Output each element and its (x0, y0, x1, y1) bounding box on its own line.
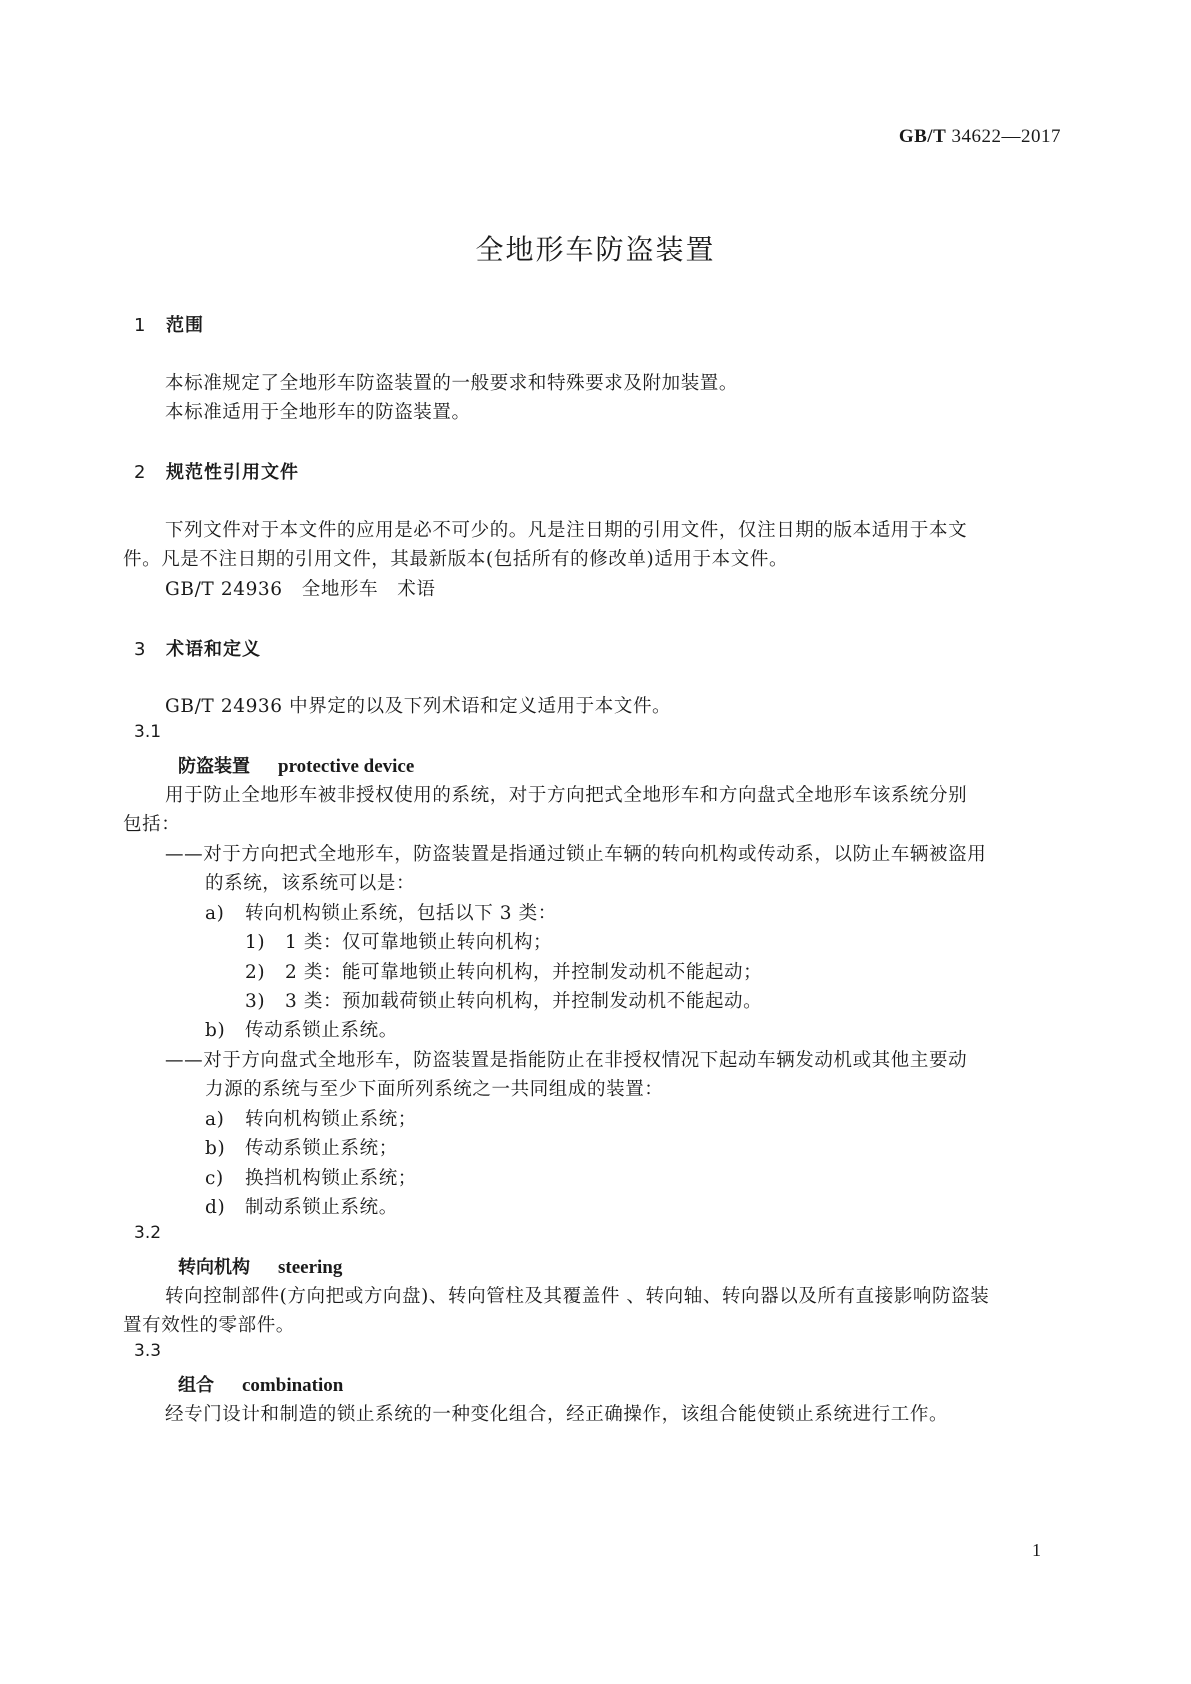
paragraph: GB/T 24936 中界定的以及下列术语和定义适用于本文件。 (165, 696, 672, 717)
reference-title: 全地形车 术语 (301, 579, 436, 600)
section-title: 术语和定义 (166, 639, 261, 660)
list-marker: b) (205, 1020, 226, 1041)
list-item (205, 1164, 417, 1190)
list-item (205, 1105, 417, 1131)
dash-item: ——对于方向盘式全地形车，防盗装置是指能防止在非授权情况下起动车辆发动机或其他主要动 (165, 1050, 968, 1071)
list-text: 传动系锁止系统。 (245, 1020, 398, 1041)
paragraph-continuation: 件。凡是不注日期的引用文件，其最新版本(包括所有的修改单)适用于本文件。 (123, 549, 789, 570)
list-text: 转向机构锁止系统，包括以下 3 类： (245, 903, 557, 924)
term-number: 3.1 (134, 722, 162, 742)
definition: 转向控制部件(方向把或方向盘)、转向管柱及其覆盖件 、转向轴、转向器以及所有直接影响防盗装 (165, 1286, 990, 1307)
term-zh: 组合 (178, 1375, 214, 1396)
document-title: 全地形车防盗装置 (475, 233, 716, 266)
paragraph: 下列文件对于本文件的应用是必不可少的。凡是注日期的引用文件，仅注日期的版本适用于本文 (165, 520, 968, 541)
section-title: 规范性引用文件 (166, 462, 299, 483)
term-en: steering (278, 1257, 343, 1278)
list-text: 转向机构锁止系统； (245, 1109, 417, 1130)
list-item (205, 1016, 398, 1042)
list-marker: 1) (245, 932, 266, 953)
list-text: 2 类：能可靠地锁止转向机构，并控制发动机不能起动； (285, 962, 763, 983)
term-en: protective device (278, 756, 415, 777)
definition: 经专门设计和制造的锁止系统的一种变化组合，经正确操作，该组合能使锁止系统进行工作。 (165, 1404, 949, 1425)
term-number: 3.2 (134, 1223, 162, 1243)
term-number: 3.3 (134, 1341, 162, 1361)
reference-code: GB/T 24936 (165, 579, 283, 600)
term-heading (178, 1253, 342, 1279)
paragraph: 本标准适用于全地形车的防盗装置。 (165, 402, 471, 423)
list-text: 传动系锁止系统； (245, 1138, 398, 1159)
dash-item-continuation: 力源的系统与至少下面所列系统之一共同组成的装置： (205, 1079, 664, 1100)
term-zh: 转向机构 (178, 1257, 250, 1278)
list-item (205, 1134, 398, 1160)
list-item (205, 899, 557, 925)
dash-item-continuation: 的系统，该系统可以是： (205, 873, 416, 894)
term-heading (178, 752, 414, 778)
section-3-heading (134, 635, 261, 661)
term-zh: 防盗装置 (178, 756, 250, 777)
list-marker: 2) (245, 962, 266, 983)
list-item (245, 987, 762, 1013)
list-text: 换挡机构锁止系统； (245, 1168, 417, 1189)
definition: 用于防止全地形车被非授权使用的系统，对于方向把式全地形车和方向盘式全地形车该系统分别 (165, 785, 968, 806)
section-number: 1 (134, 315, 147, 336)
list-marker: c) (205, 1168, 224, 1189)
list-marker: a) (205, 1109, 225, 1130)
section-2-heading (134, 458, 299, 484)
dash-item: ——对于方向把式全地形车，防盗装置是指通过锁止车辆的转向机构或传动系，以防止车辆被盗用 (165, 844, 987, 865)
section-title: 范围 (166, 315, 204, 336)
term-heading (178, 1371, 343, 1397)
list-marker: a) (205, 903, 225, 924)
normative-reference (165, 575, 436, 601)
section-number: 2 (134, 462, 147, 483)
list-item (205, 1193, 398, 1219)
list-marker: b) (205, 1138, 226, 1159)
page-number: 1 (1032, 1540, 1041, 1560)
definition-continuation: 置有效性的零部件。 (123, 1315, 295, 1336)
paragraph: 本标准规定了全地形车防盗装置的一般要求和特殊要求及附加装置。 (165, 373, 739, 394)
standard-prefix: GB/T (898, 126, 947, 147)
section-1-heading (134, 311, 204, 337)
list-marker: 3) (245, 991, 266, 1012)
definition-continuation: 包括： (123, 814, 181, 835)
list-text: 1 类：仅可靠地锁止转向机构； (285, 932, 553, 953)
list-text: 3 类：预加载荷锁止转向机构，并控制发动机不能起动。 (285, 991, 763, 1012)
standard-code (899, 126, 1061, 148)
list-item (245, 928, 552, 954)
list-text: 制动系锁止系统。 (245, 1197, 398, 1218)
list-marker: d) (205, 1197, 226, 1218)
term-en: combination (242, 1375, 344, 1396)
section-number: 3 (134, 639, 147, 660)
standard-number: 34622—2017 (951, 126, 1061, 147)
list-item (245, 958, 762, 984)
